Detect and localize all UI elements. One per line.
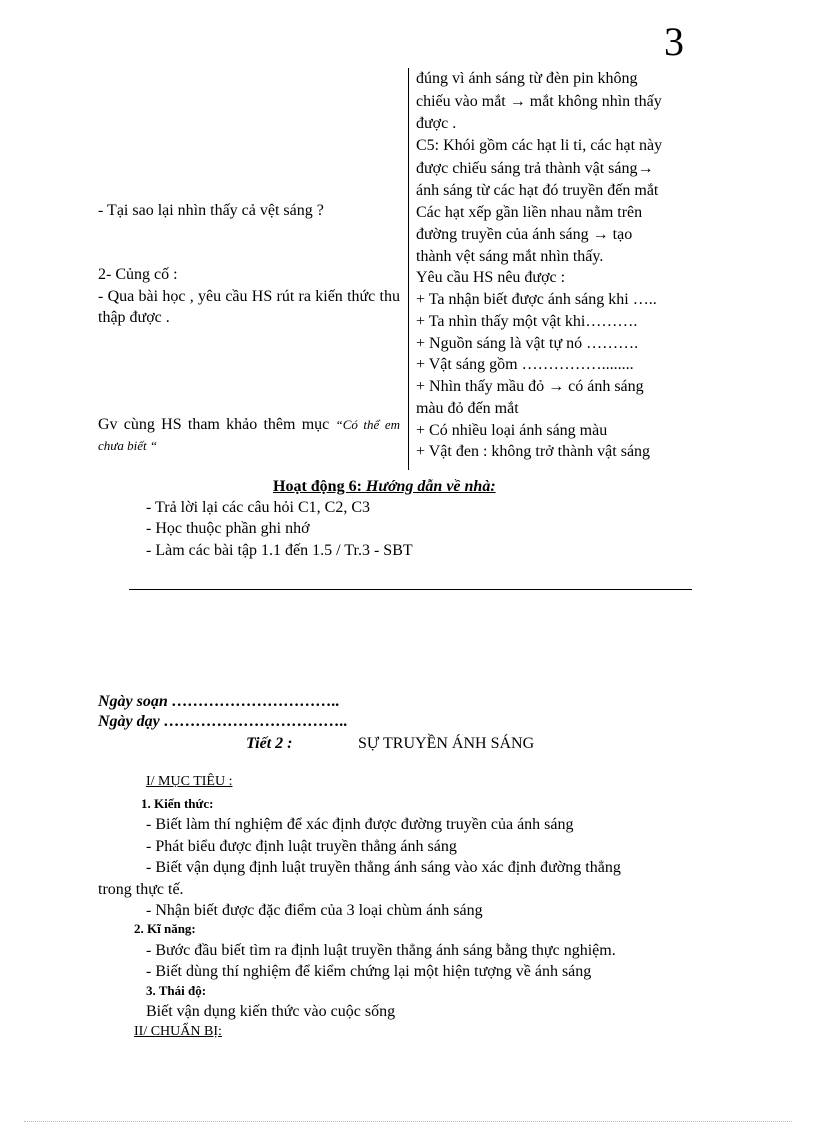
column-divider bbox=[408, 68, 409, 470]
muc-tieu-heading: I/ MỤC TIÊU : bbox=[146, 774, 233, 789]
right-line: được chiếu sáng trả thành vật sáng→ bbox=[416, 160, 654, 177]
activity6-heading bbox=[273, 476, 496, 497]
skill-item: - Bước đầu biết tìm ra định luật truyền thẳng ánh sáng bằng thực nghiệm. bbox=[146, 942, 616, 959]
right-line: + Ta nhận biết được ánh sáng khi ….. bbox=[416, 291, 657, 308]
right-line: C5: Khói gồm các hạt li ti, các hạt này bbox=[416, 137, 663, 154]
attitude-text: Biết vận dụng kiến thức vào cuộc sống bbox=[146, 1003, 396, 1020]
page-number: 3 bbox=[664, 19, 684, 64]
right-line: đường truyền của ánh sáng → tạo bbox=[416, 226, 633, 243]
gv-note-text: Gv cùng HS tham khảo thêm mục bbox=[98, 416, 336, 433]
activity6-item: - Học thuộc phần ghi nhớ bbox=[146, 520, 310, 537]
right-line: Yêu cầu HS nêu được : bbox=[416, 269, 566, 286]
ngay-day: Ngày dạy …………………………….. bbox=[98, 713, 348, 730]
right-line: + Nguồn sáng là vật tự nó ………. bbox=[416, 335, 639, 352]
right-line: thành vệt sáng mắt nhìn thấy. bbox=[416, 248, 604, 265]
objective-item: - Nhận biết được đặc điểm của 3 loại chùm ánh sáng bbox=[146, 902, 483, 919]
right-line: được . bbox=[416, 115, 457, 132]
chuan-bi-heading: II/ CHUẨN BỊ: bbox=[134, 1024, 222, 1039]
activity6-item: - Làm các bài tập 1.1 đến 1.5 / Tr.3 - SBT bbox=[146, 542, 413, 559]
objective-item: trong thực tế. bbox=[98, 881, 184, 898]
objective-item: - Phát biểu được định luật truyền thẳng ánh sáng bbox=[146, 838, 457, 855]
right-line: đúng vì ánh sáng từ đèn pin không bbox=[416, 70, 638, 87]
gv-note bbox=[98, 414, 400, 456]
tiet-label: Tiết 2 : bbox=[246, 735, 293, 752]
ngay-soan: Ngày soạn ………………………….. bbox=[98, 693, 340, 710]
right-line: + Nhìn thấy mầu đỏ → có ánh sáng bbox=[416, 378, 644, 395]
skill-item: - Biết dùng thí nghiệm để kiểm chứng lại một hiện tượng về ánh sáng bbox=[146, 963, 592, 980]
page-bottom-border bbox=[24, 1121, 792, 1122]
left-question: - Tại sao lại nhìn thấy cả vệt sáng ? bbox=[98, 202, 324, 219]
right-line: màu đỏ đến mắt bbox=[416, 400, 519, 417]
right-line: + Vật đen : không trở thành vật sáng bbox=[416, 443, 651, 460]
lesson-title: SỰ TRUYỀN ÁNH SÁNG bbox=[358, 735, 535, 752]
right-line: Các hạt xếp gần liền nhau nằm trên bbox=[416, 204, 643, 221]
activity6-label: Hoạt động 6: bbox=[273, 478, 362, 495]
right-line: + Có nhiều loại ánh sáng màu bbox=[416, 422, 608, 439]
ki-nang-heading: 2. Kĩ năng: bbox=[134, 921, 196, 936]
section-divider bbox=[129, 589, 692, 590]
activity6-item: - Trả lời lại các câu hỏi C1, C2, C3 bbox=[146, 499, 370, 516]
right-line: + Vật sáng gồm ……………........ bbox=[416, 356, 634, 373]
gv-note-italic: “Có thể em chưa biết “ bbox=[98, 417, 400, 453]
activity6-title: Hướng dẫn về nhà: bbox=[361, 478, 496, 495]
right-line: ánh sáng từ các hạt đó truyền đến mắt bbox=[416, 182, 659, 199]
kien-thuc-heading: 1. Kiến thức: bbox=[141, 796, 214, 811]
cung-co-text: - Qua bài học , yêu cầu HS rút ra kiến thức thu thập được . bbox=[98, 288, 400, 326]
objective-item: - Biết vận dụng định luật truyền thẳng ánh sáng vào xác định đường thẳng bbox=[146, 859, 621, 876]
right-line: chiếu vào mắt → mắt không nhìn thấy bbox=[416, 93, 662, 110]
right-line: + Ta nhìn thấy một vật khi………. bbox=[416, 313, 638, 330]
thai-do-heading: 3. Thái độ: bbox=[146, 983, 207, 998]
cung-co-title: 2- Củng cố : bbox=[98, 266, 178, 283]
objective-item: - Biết làm thí nghiệm để xác định được đường truyền của ánh sáng bbox=[146, 816, 574, 833]
